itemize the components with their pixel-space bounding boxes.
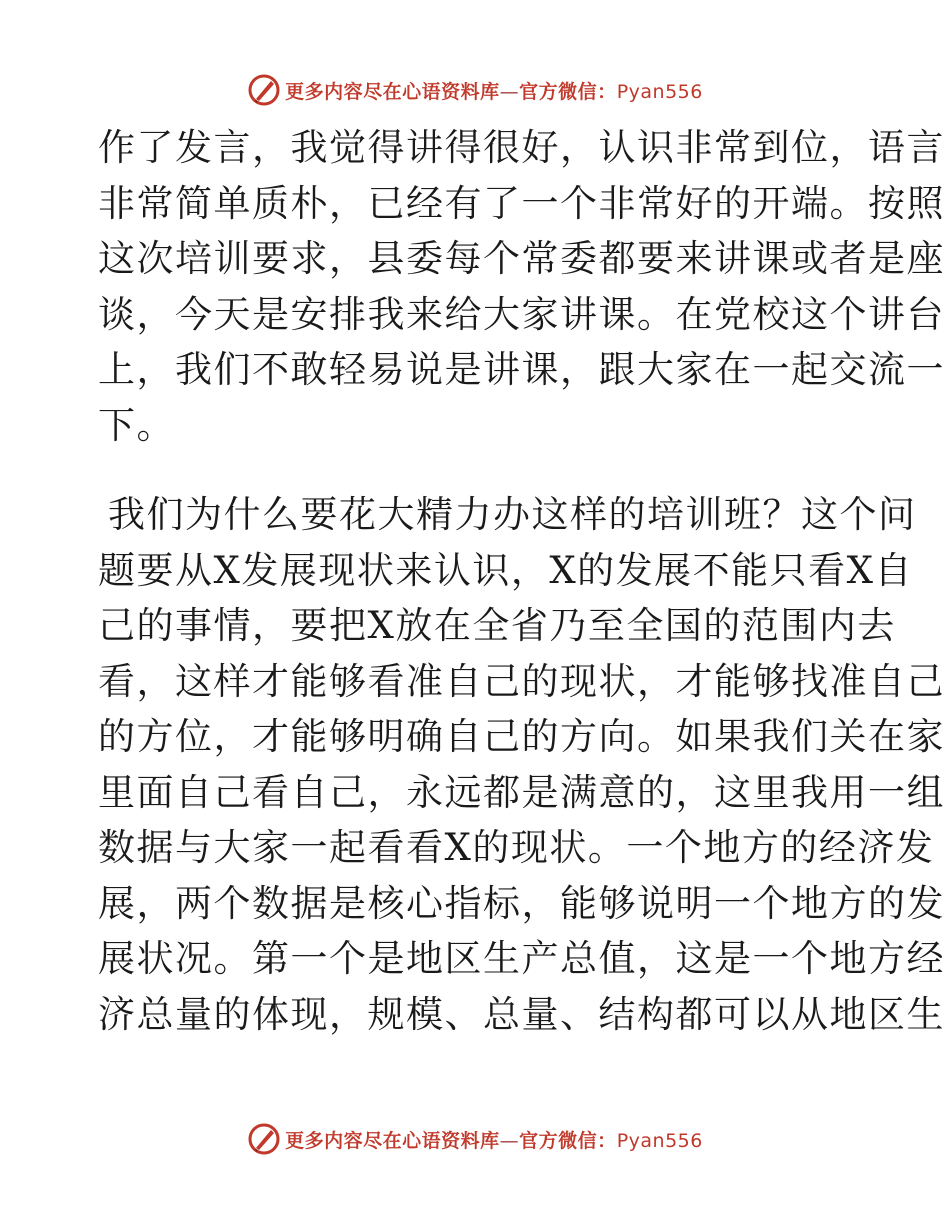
banner-text [285, 1126, 703, 1153]
banner-text [285, 77, 703, 104]
paragraph-gap [98, 453, 850, 487]
text-line: 下。 [98, 403, 175, 447]
wechat-id: Pyan556 [616, 1129, 703, 1152]
text-line: 这次培训要求，县委每个常委都要来讲课或者是座 [98, 237, 945, 280]
text-line: 展，两个数据是核心指标，能够说明一个地方的发 [98, 881, 945, 925]
text-line: 展状况。第一个是地区生产总值，这是一个地方经 [98, 937, 945, 980]
text-line: 里面自己看自己，永远都是满意的，这里我用一组 [98, 770, 945, 814]
text-line: 数据与大家一起看看X的现状。一个地方的经济发 [98, 826, 935, 869]
text-line: 己的事情，要把X放在全省乃至全国的范围内去 [98, 604, 896, 647]
paragraph [98, 487, 945, 1042]
pen-logo-icon [247, 1122, 281, 1156]
text-line: 我们为什么要花大精力办这样的培训班？这个问 [108, 493, 917, 536]
text-line: 上，我们不敢轻易说是讲课，跟大家在一起交流一 [98, 348, 945, 391]
wechat-label: 官方微信： [519, 80, 617, 103]
text-line: 看，这样才能够看准自己的现状，才能够找准自己 [98, 659, 945, 703]
footer-banner [0, 1119, 950, 1159]
text-line: 谈，今天是安排我来给大家讲课。在党校这个讲台 [98, 292, 945, 336]
text-line: 的方位，才能够明确自己的方向。如果我们关在家 [98, 715, 945, 758]
text-line: 济总量的体现，规模、总量、结构都可以从地区生 [98, 992, 945, 1036]
banner-separator: — [499, 1129, 520, 1152]
banner-title: 更多内容尽在心语资料库 [285, 1129, 500, 1152]
header-banner [0, 70, 950, 110]
document-body [98, 120, 945, 1042]
banner-separator: — [499, 80, 520, 103]
text-line: 非常简单质朴，已经有了一个非常好的开端。按照 [98, 181, 945, 225]
pen-logo-icon [247, 73, 281, 107]
text-line: 题要从X发展现状来认识，X的发展不能只看X自 [98, 548, 914, 592]
wechat-label: 官方微信： [519, 1129, 617, 1152]
paragraph [98, 120, 945, 453]
banner-title: 更多内容尽在心语资料库 [285, 80, 500, 103]
wechat-id: Pyan556 [616, 80, 703, 103]
text-line: 作了发言，我觉得讲得很好，认识非常到位，语言 [98, 126, 945, 169]
